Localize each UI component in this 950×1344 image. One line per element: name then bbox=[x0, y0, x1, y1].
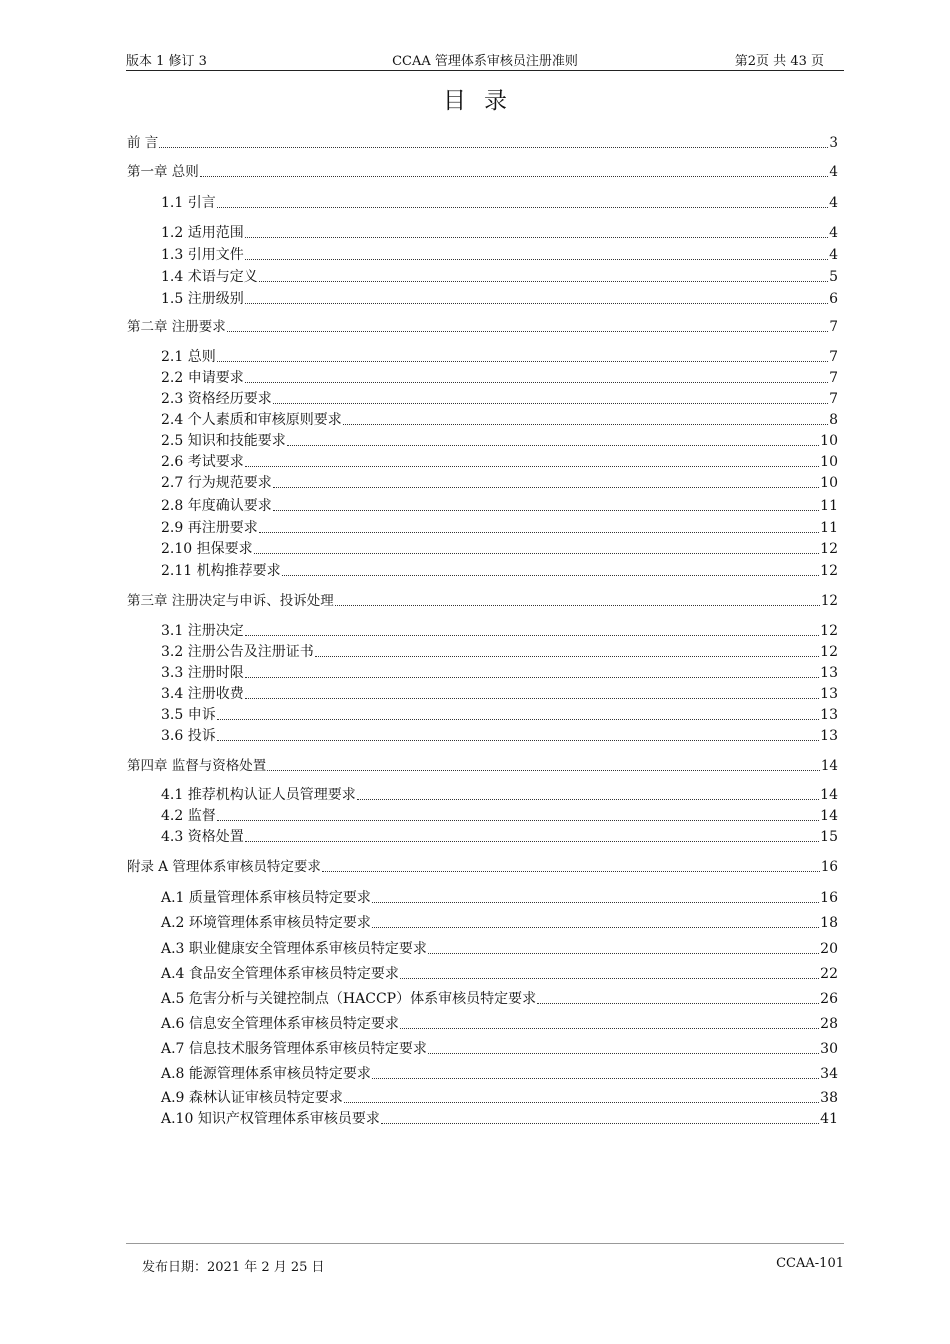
dot-leader bbox=[357, 799, 819, 800]
toc-entry-page: 7 bbox=[829, 370, 838, 386]
toc-section-entry[interactable] bbox=[161, 369, 838, 387]
toc-entry-page: 11 bbox=[820, 520, 838, 536]
toc-entry-page: 13 bbox=[820, 707, 838, 723]
toc-entry-label: 1.5 注册级别 bbox=[161, 291, 244, 307]
dot-leader bbox=[245, 259, 828, 260]
toc-entry-label: 第一章 总则 bbox=[127, 164, 199, 180]
dot-leader bbox=[344, 1102, 819, 1103]
toc-entry-label: 3.1 注册决定 bbox=[161, 623, 244, 639]
dot-leader bbox=[267, 770, 820, 771]
dot-leader bbox=[245, 303, 828, 304]
dot-leader bbox=[217, 361, 828, 362]
toc-section-entry[interactable] bbox=[161, 786, 838, 804]
dot-leader bbox=[259, 532, 819, 533]
dot-leader bbox=[282, 575, 820, 576]
toc-section-entry[interactable] bbox=[161, 1110, 838, 1128]
toc-section-entry[interactable] bbox=[161, 540, 838, 558]
toc-entry-label: A.5 危害分析与关键控制点（HACCP）体系审核员特定要求 bbox=[161, 991, 537, 1007]
toc-entry-page: 34 bbox=[820, 1066, 838, 1082]
toc-entry-label: 2.2 申请要求 bbox=[161, 370, 244, 386]
dot-leader bbox=[273, 510, 819, 511]
toc-section-entry[interactable] bbox=[161, 411, 838, 429]
toc-entry-page: 10 bbox=[820, 433, 838, 449]
toc-entry-page: 3 bbox=[829, 135, 838, 151]
toc-section-entry[interactable] bbox=[161, 390, 838, 408]
toc-entry-label: 1.1 引言 bbox=[161, 195, 216, 211]
toc-entry-label: A.4 食品安全管理体系审核员特定要求 bbox=[161, 966, 399, 982]
dot-leader bbox=[428, 953, 819, 954]
toc-entry-label: 2.1 总则 bbox=[161, 349, 216, 365]
toc-entry-label: 第四章 监督与资格处置 bbox=[127, 758, 267, 774]
dot-leader bbox=[273, 403, 828, 404]
dot-leader bbox=[372, 902, 819, 903]
toc-section-entry[interactable] bbox=[161, 1040, 838, 1058]
toc-entry-label: 2.10 担保要求 bbox=[161, 541, 253, 557]
header-version: 版本 1 修订 3 bbox=[126, 54, 207, 69]
toc-entry-page: 14 bbox=[820, 787, 838, 803]
toc-entry-page: 14 bbox=[820, 758, 838, 774]
toc-entry-page: 13 bbox=[820, 665, 838, 681]
toc-chapter-entry[interactable] bbox=[127, 163, 838, 181]
toc-entry-page: 12 bbox=[820, 593, 838, 609]
toc-entry-page: 13 bbox=[820, 728, 838, 744]
toc-chapter-entry[interactable] bbox=[127, 318, 838, 336]
toc-section-entry[interactable] bbox=[161, 643, 838, 661]
toc-entry-label: 2.11 机构推荐要求 bbox=[161, 563, 281, 579]
footer-release-date: 发布日期：2021 年 2 月 25 日 bbox=[142, 1260, 325, 1275]
dot-leader bbox=[217, 740, 819, 741]
dot-leader bbox=[254, 553, 820, 554]
toc-entry-label: A.10 知识产权管理体系审核员要求 bbox=[161, 1111, 380, 1127]
toc-entry-label: 附录 A 管理体系审核员特定要求 bbox=[127, 859, 321, 875]
toc-section-entry[interactable] bbox=[161, 965, 838, 983]
toc-section-entry[interactable] bbox=[161, 1015, 838, 1033]
toc-entry-page: 16 bbox=[820, 859, 838, 875]
toc-entry-page: 4 bbox=[829, 247, 838, 263]
dot-leader bbox=[245, 635, 819, 636]
toc-entry-page: 4 bbox=[829, 195, 838, 211]
dot-leader bbox=[217, 820, 819, 821]
dot-leader bbox=[372, 1078, 819, 1079]
toc-entry-page: 20 bbox=[820, 941, 838, 957]
toc-section-entry[interactable] bbox=[161, 889, 838, 907]
toc-title: 目录 bbox=[443, 88, 525, 114]
toc-section-entry[interactable] bbox=[161, 497, 838, 515]
toc-entry-label: 前 言 bbox=[127, 135, 159, 151]
toc-section-entry[interactable] bbox=[161, 685, 838, 703]
toc-entry-page: 6 bbox=[829, 291, 838, 307]
toc-entry-label: 2.5 知识和技能要求 bbox=[161, 433, 286, 449]
toc-entry-page: 22 bbox=[820, 966, 838, 982]
toc-section-entry[interactable] bbox=[161, 290, 838, 308]
toc-entry-page: 7 bbox=[829, 319, 838, 335]
toc-entry-label: A.8 能源管理体系审核员特定要求 bbox=[161, 1066, 371, 1082]
dot-leader bbox=[227, 331, 829, 332]
toc-section-entry[interactable] bbox=[161, 562, 838, 580]
toc-chapter-entry[interactable] bbox=[127, 757, 838, 775]
toc-entry-label: A.9 森林认证审核员特定要求 bbox=[161, 1090, 343, 1106]
toc-entry-page: 28 bbox=[820, 1016, 838, 1032]
header-document-title: CCAA 管理体系审核员注册准则 bbox=[392, 54, 578, 69]
toc-section-entry[interactable] bbox=[161, 940, 838, 958]
toc-entry-page: 10 bbox=[820, 454, 838, 470]
toc-entry-label: 1.4 术语与定义 bbox=[161, 269, 258, 285]
toc-section-entry[interactable] bbox=[161, 727, 838, 745]
dot-leader bbox=[245, 382, 828, 383]
dot-leader bbox=[159, 147, 828, 148]
toc-entry-label: 2.6 考试要求 bbox=[161, 454, 244, 470]
toc-entry-page: 15 bbox=[820, 829, 838, 845]
toc-entry-page: 4 bbox=[829, 225, 838, 241]
toc-chapter-entry[interactable] bbox=[127, 858, 838, 876]
toc-section-entry[interactable] bbox=[161, 807, 838, 825]
toc-entry-page: 7 bbox=[829, 349, 838, 365]
toc-section-entry[interactable] bbox=[161, 622, 838, 640]
toc-section-entry[interactable] bbox=[161, 990, 838, 1008]
toc-entry-page: 12 bbox=[820, 563, 838, 579]
toc-entry-label: A.1 质量管理体系审核员特定要求 bbox=[161, 890, 371, 906]
toc-entry-label: 2.3 资格经历要求 bbox=[161, 391, 272, 407]
toc-entry-page: 4 bbox=[829, 164, 838, 180]
toc-entry-label: 3.6 投诉 bbox=[161, 728, 216, 744]
dot-leader bbox=[428, 1053, 819, 1054]
toc-entry-label: A.6 信息安全管理体系审核员特定要求 bbox=[161, 1016, 399, 1032]
toc-entry-page: 8 bbox=[829, 412, 838, 428]
toc-section-entry[interactable] bbox=[161, 706, 838, 724]
toc-section-entry[interactable] bbox=[161, 474, 838, 492]
toc-entry-label: 2.7 行为规范要求 bbox=[161, 475, 272, 491]
dot-leader bbox=[372, 927, 819, 928]
toc-section-entry[interactable] bbox=[161, 1089, 838, 1107]
toc-entry-label: 4.1 推荐机构认证人员管理要求 bbox=[161, 787, 356, 803]
dot-leader bbox=[200, 176, 829, 177]
toc-section-entry[interactable] bbox=[161, 432, 838, 450]
toc-section-entry[interactable] bbox=[161, 519, 838, 537]
toc-entry-page: 10 bbox=[820, 475, 838, 491]
toc-entry-label: 3.2 注册公告及注册证书 bbox=[161, 644, 314, 660]
toc-section-entry[interactable] bbox=[161, 914, 838, 932]
toc-entry-label: 3.5 申诉 bbox=[161, 707, 216, 723]
dot-leader bbox=[287, 445, 819, 446]
dot-leader bbox=[259, 281, 828, 282]
toc-chapter-entry[interactable] bbox=[127, 134, 838, 152]
dot-leader bbox=[245, 466, 819, 467]
toc-section-entry[interactable] bbox=[161, 1065, 838, 1083]
dot-leader bbox=[245, 677, 819, 678]
toc-entry-label: A.7 信息技术服务管理体系审核员特定要求 bbox=[161, 1041, 427, 1057]
dot-leader bbox=[322, 871, 820, 872]
toc-entry-page: 38 bbox=[820, 1090, 838, 1106]
page-footer bbox=[126, 1243, 844, 1275]
toc-entry-page: 41 bbox=[820, 1111, 838, 1127]
toc-section-entry[interactable] bbox=[161, 348, 838, 366]
toc-entry-page: 14 bbox=[820, 808, 838, 824]
dot-leader bbox=[245, 841, 819, 842]
toc-entry-page: 12 bbox=[820, 644, 838, 660]
toc-section-entry[interactable] bbox=[161, 268, 838, 286]
dot-leader bbox=[315, 656, 819, 657]
dot-leader bbox=[381, 1123, 819, 1124]
dot-leader bbox=[400, 1028, 819, 1029]
dot-leader bbox=[217, 719, 819, 720]
toc-entry-label: A.2 环境管理体系审核员特定要求 bbox=[161, 915, 371, 931]
toc-section-entry[interactable] bbox=[161, 246, 838, 264]
dot-leader bbox=[343, 424, 828, 425]
toc-entry-label: 第二章 注册要求 bbox=[127, 319, 226, 335]
toc-section-entry[interactable] bbox=[161, 664, 838, 682]
dot-leader bbox=[335, 605, 820, 606]
toc-entry-page: 12 bbox=[820, 541, 838, 557]
dot-leader bbox=[273, 487, 819, 488]
toc-entry-label: 1.2 适用范围 bbox=[161, 225, 244, 241]
toc-entry-label: 2.9 再注册要求 bbox=[161, 520, 258, 536]
toc-entry-label: A.3 职业健康安全管理体系审核员特定要求 bbox=[161, 941, 427, 957]
toc-entry-page: 5 bbox=[829, 269, 838, 285]
dot-leader bbox=[245, 237, 828, 238]
toc-entry-label: 2.8 年度确认要求 bbox=[161, 498, 272, 514]
toc-entry-page: 18 bbox=[820, 915, 838, 931]
toc-section-entry[interactable] bbox=[161, 828, 838, 846]
toc-entry-page: 13 bbox=[820, 686, 838, 702]
toc-entry-page: 7 bbox=[829, 391, 838, 407]
dot-leader bbox=[537, 1003, 819, 1004]
toc-entry-page: 11 bbox=[820, 498, 838, 514]
toc-entry-page: 26 bbox=[820, 991, 838, 1007]
header-page-number: 第2页 共 43 页 bbox=[734, 54, 824, 69]
toc-chapter-entry[interactable] bbox=[127, 592, 838, 610]
toc-section-entry[interactable] bbox=[161, 194, 838, 212]
toc-entry-label: 1.3 引用文件 bbox=[161, 247, 244, 263]
dot-leader bbox=[400, 978, 819, 979]
toc-entry-label: 3.4 注册收费 bbox=[161, 686, 244, 702]
toc-entry-label: 4.3 资格处置 bbox=[161, 829, 244, 845]
toc-entry-label: 3.3 注册时限 bbox=[161, 665, 244, 681]
toc-entry-page: 30 bbox=[820, 1041, 838, 1057]
toc-entry-label: 2.4 个人素质和审核原则要求 bbox=[161, 412, 342, 428]
toc-section-entry[interactable] bbox=[161, 224, 838, 242]
toc-entry-page: 16 bbox=[820, 890, 838, 906]
toc-entry-label: 第三章 注册决定与申诉、投诉处理 bbox=[127, 593, 334, 609]
dot-leader bbox=[245, 698, 819, 699]
toc-section-entry[interactable] bbox=[161, 453, 838, 471]
footer-document-code: CCAA-101 bbox=[776, 1256, 844, 1271]
dot-leader bbox=[217, 207, 828, 208]
toc-entry-page: 12 bbox=[820, 623, 838, 639]
toc-entry-label: 4.2 监督 bbox=[161, 808, 216, 824]
